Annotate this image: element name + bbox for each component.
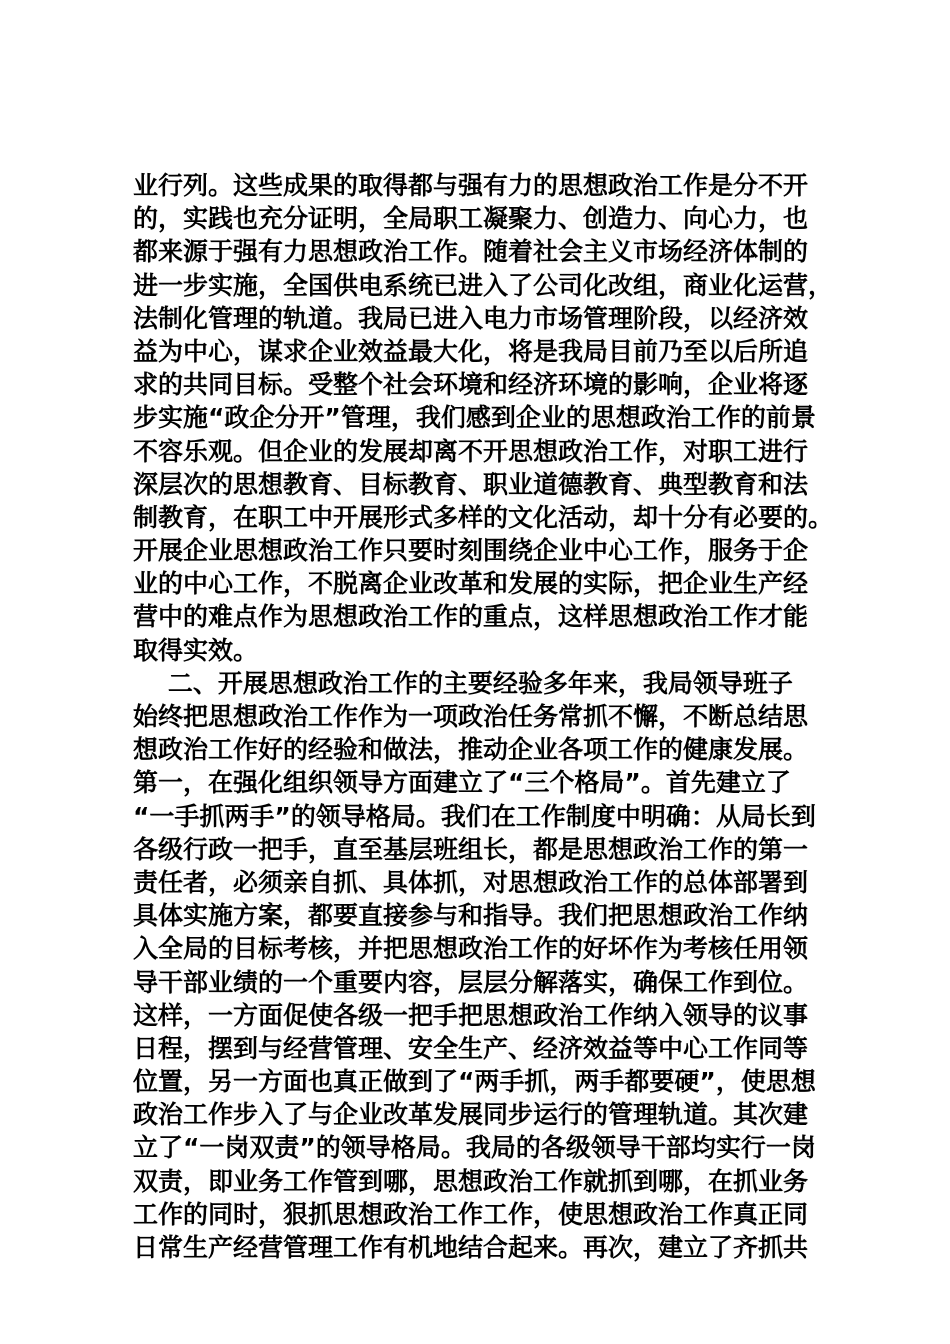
text-line: 想政治工作好的经验和做法，推动企业各项工作的健康发展。 [133,735,809,765]
text-line: 二、开展思想政治工作的主要经验多年来，我局领导班子 [133,668,793,698]
text-line: 进一步实施，全国供电系统已进入了公司化改组，商业化运营， [133,270,834,300]
text-line: 的，实践也充分证明，全局职工凝聚力、创造力、向心力，也 [133,204,809,234]
text-line: 法制化管理的轨道。我局已进入电力市场管理阶段，以经济效 [133,303,809,333]
text-line: 开展企业思想政治工作只要时刻围绕企业中心工作，服务于企 [133,536,809,566]
text-line: 步实施“政企分开”管理，我们感到企业的思想政治工作的前景 [133,403,816,433]
text-line: 立了“一岗双责”的领导格局。我局的各级领导干部均实行一岗 [133,1133,816,1163]
text-line: 日程，摆到与经营管理、安全生产、经济效益等中心工作同等 [133,1033,809,1063]
text-line: 政治工作步入了与企业改革发展同步运行的管理轨道。其次建 [133,1100,809,1130]
text-line: 深层次的思想教育、目标教育、职业道德教育、典型教育和法 [133,469,809,499]
text-line: 不容乐观。但企业的发展却离不开思想政治工作，对职工进行 [133,436,809,466]
text-line: 责任者，必须亲自抓、具体抓，对思想政治工作的总体部署到 [133,867,809,897]
text-line: 取得实效。 [133,635,259,665]
text-line: 位置，另一方面也真正做到了“两手抓，两手都要硬”，使思想 [133,1067,816,1097]
text-line: 双责，即业务工作管到哪，思想政治工作就抓到哪，在抓业务 [133,1166,809,1196]
text-line: 求的共同目标。受整个社会环境和经济环境的影响，企业将逐 [133,370,809,400]
text-line: 这样，一方面促使各级一把手把思想政治工作纳入领导的议事 [133,1000,809,1030]
text-line: 业的中心工作，不脱离企业改革和发展的实际，把企业生产经 [133,569,809,599]
text-line: “一手抓两手”的领导格局。我们在工作制度中明确：从局长到 [133,801,816,831]
text-line: 业行列。这些成果的取得都与强有力的思想政治工作是分不开 [133,171,809,200]
text-line: 具体实施方案，都要直接参与和指导。我们把思想政治工作纳 [133,901,809,931]
text-line: 始终把思想政治工作作为一项政治任务常抓不懈，不断总结思 [133,702,809,731]
text-line: 益为中心，谋求企业效益最大化，将是我局目前乃至以后所追 [133,336,809,366]
text-line: 制教育，在职工中开展形式多样的文化活动，却十分有必要的。 [133,502,834,532]
text-line: 导干部业绩的一个重要内容，层层分解落实，确保工作到位。 [133,967,809,997]
text-line: 第一，在强化组织领导方面建立了“三个格局”。首先建立了 [133,768,791,798]
text-line: 日常生产经营管理工作有机地结合起来。再次，建立了齐抓共 [133,1233,809,1262]
text-line: 工作的同时，狠抓思想政治工作工作，使思想政治工作真正同 [133,1199,809,1229]
text-line: 各级行政一把手，直至基层班组长，都是思想政治工作的第一 [133,834,809,864]
body-text [133,169,833,1264]
text-line: 营中的难点作为思想政治工作的重点，这样思想政治工作才能 [133,602,809,632]
text-line: 入全局的目标考核，并把思想政治工作的好坏作为考核任用领 [133,934,809,964]
text-line: 都来源于强有力思想政治工作。随着社会主义市场经济体制的 [133,237,809,267]
